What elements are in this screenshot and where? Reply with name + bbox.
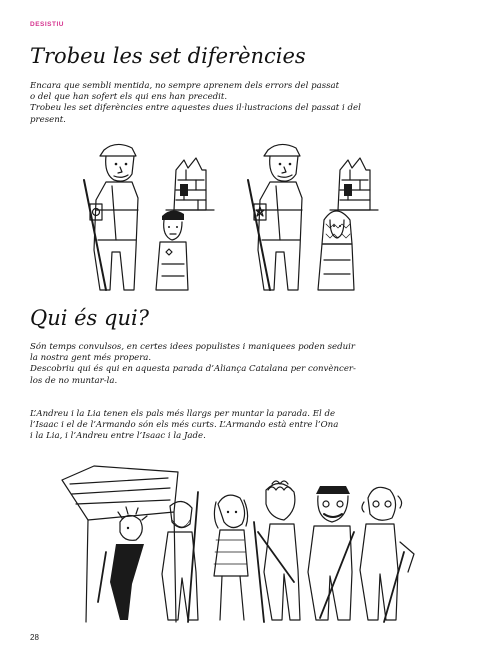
exercise-2-title: Qui és qui?: [30, 306, 149, 330]
clue-line: l’Isaac i el de l’Armando són els més curts. L’Armando està entre l’Ona: [30, 420, 339, 431]
exercise-1-title: Trobeu les set diferències: [30, 44, 306, 68]
intro-line: los de no muntar-la.: [30, 375, 118, 386]
section-tag: DESISTIU: [30, 21, 64, 28]
exercise-2-clues: [30, 409, 450, 443]
instruction-line: o del que han sofert els qui ens han precedit.: [30, 92, 228, 103]
clue-line: i la Lia, i l’Andreu entre l’Isaac i la Jade.: [30, 431, 206, 442]
illustration-stall-people: [58, 462, 418, 627]
page-number: 28: [30, 633, 39, 642]
intro-line: Són temps convulsos, en certes idees populistes i maniquees poden seduir: [30, 342, 355, 352]
instruction-line: present.: [30, 114, 66, 125]
illustration-present: [240, 140, 380, 295]
intro-line: la nostra gent més propera.: [30, 353, 152, 364]
intro-line: Descobriu qui és qui en aquesta parada d’Aliança Catalana per convèncer-: [30, 364, 356, 375]
instruction-line: Encara que sembli mentida, no sempre aprenem dels errors del passat: [30, 81, 340, 91]
illustration-past: [76, 140, 216, 295]
exercise-2-intro: [30, 342, 450, 387]
exercise-1-instructions: [30, 81, 450, 126]
instruction-line: Trobeu les set diferències entre aquestes dues il·lustracions del passat i del: [30, 103, 361, 114]
clue-line: L’Andreu i la Lia tenen els pals més llargs per muntar la parada. El de: [30, 409, 336, 419]
